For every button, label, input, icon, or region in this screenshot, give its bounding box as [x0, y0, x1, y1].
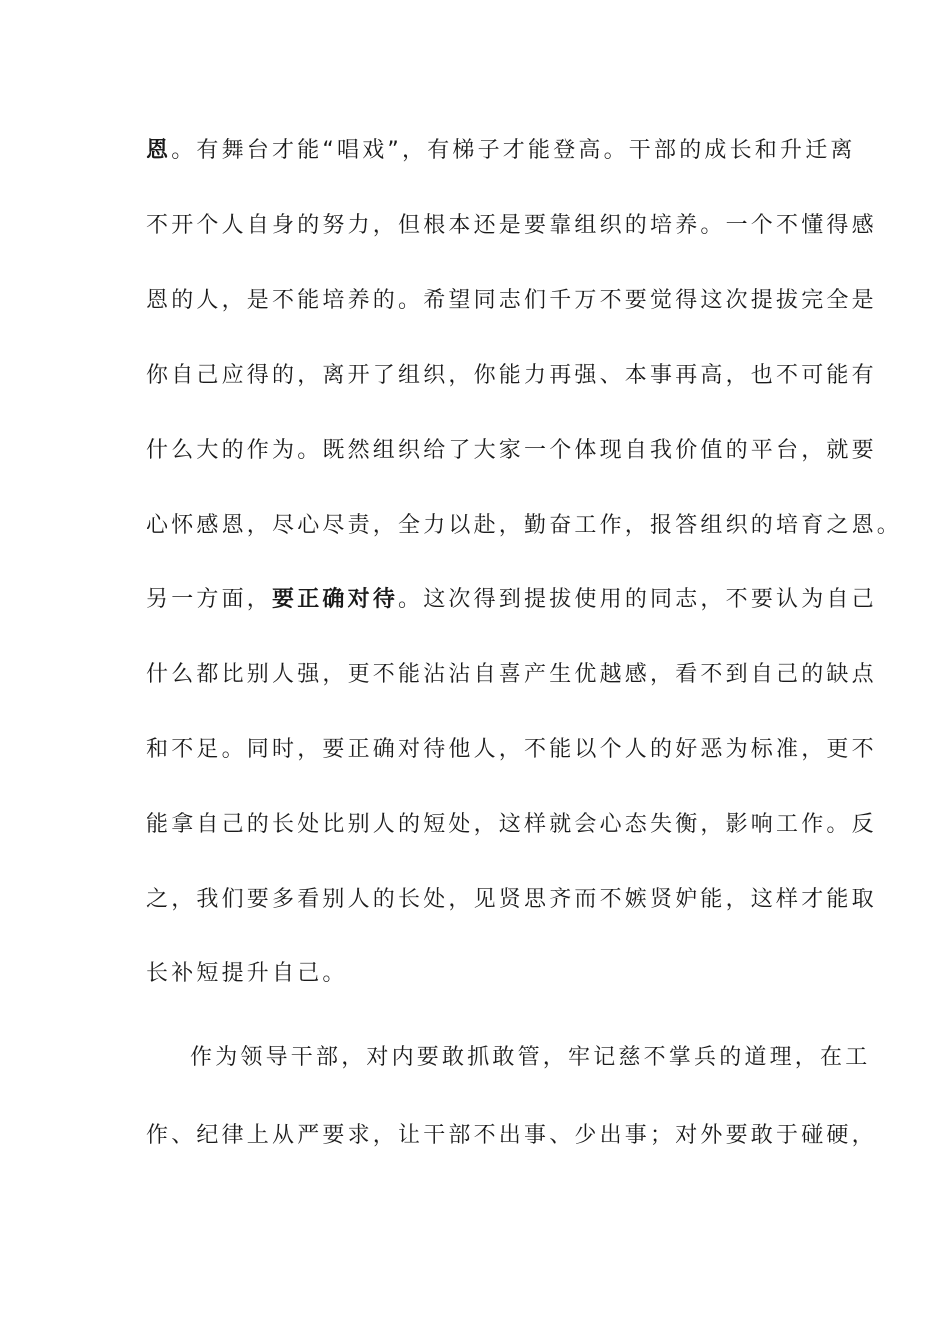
line-text: 另一方面， [146, 587, 273, 612]
text-line-12: 长补短提升自己。 [146, 961, 348, 986]
line-text: 。这次得到提拔使用的同志，不要认为自己 [398, 587, 877, 612]
text-line-3: 恩的人，是不能培养的。希望同志们千万不要觉得这次提拔完全是 [146, 288, 877, 313]
text-line-4: 你自己应得的，离开了组织，你能力再强、本事再高，也不可能有 [146, 363, 877, 388]
text-line-13: 作为领导干部，对内要敢抓敢管，牢记慈不掌兵的道理，在工 [190, 1045, 871, 1070]
text-line-14: 作、纪律上从严要求，让干部不出事、少出事；对外要敢于碰硬， [146, 1123, 877, 1148]
text-line-9: 和不足。同时，要正确对待他人，不能以个人的好恶为标准，更不 [146, 737, 877, 762]
text-line-1 [146, 131, 856, 171]
text-line-6: 心怀感恩，尽心尽责，全力以赴，勤奋工作，报答组织的培育之恩。 [146, 513, 903, 538]
line-text: 。有舞台才能“唱戏”，有梯子才能登高。干部的成长和升迁离 [171, 138, 856, 163]
text-line-8: 什么都比别人强，更不能沾沾自喜产生优越感，看不到自己的缺点 [146, 662, 877, 687]
bold-phrase: 要正确对待 [272, 587, 399, 612]
text-line-10: 能拿自己的长处比别人的短处，这样就会心态失衡，影响工作。反 [146, 812, 877, 837]
text-line-2: 不开个人自身的努力，但根本还是要靠组织的培养。一个不懂得感 [146, 213, 877, 238]
text-line-7 [146, 580, 877, 620]
bold-phrase: 恩 [146, 138, 172, 163]
text-line-5: 什么大的作为。既然组织给了大家一个体现自我价值的平台，就要 [146, 438, 877, 463]
text-line-11: 之，我们要多看别人的长处，见贤思齐而不嫉贤妒能，这样才能取 [146, 887, 877, 912]
